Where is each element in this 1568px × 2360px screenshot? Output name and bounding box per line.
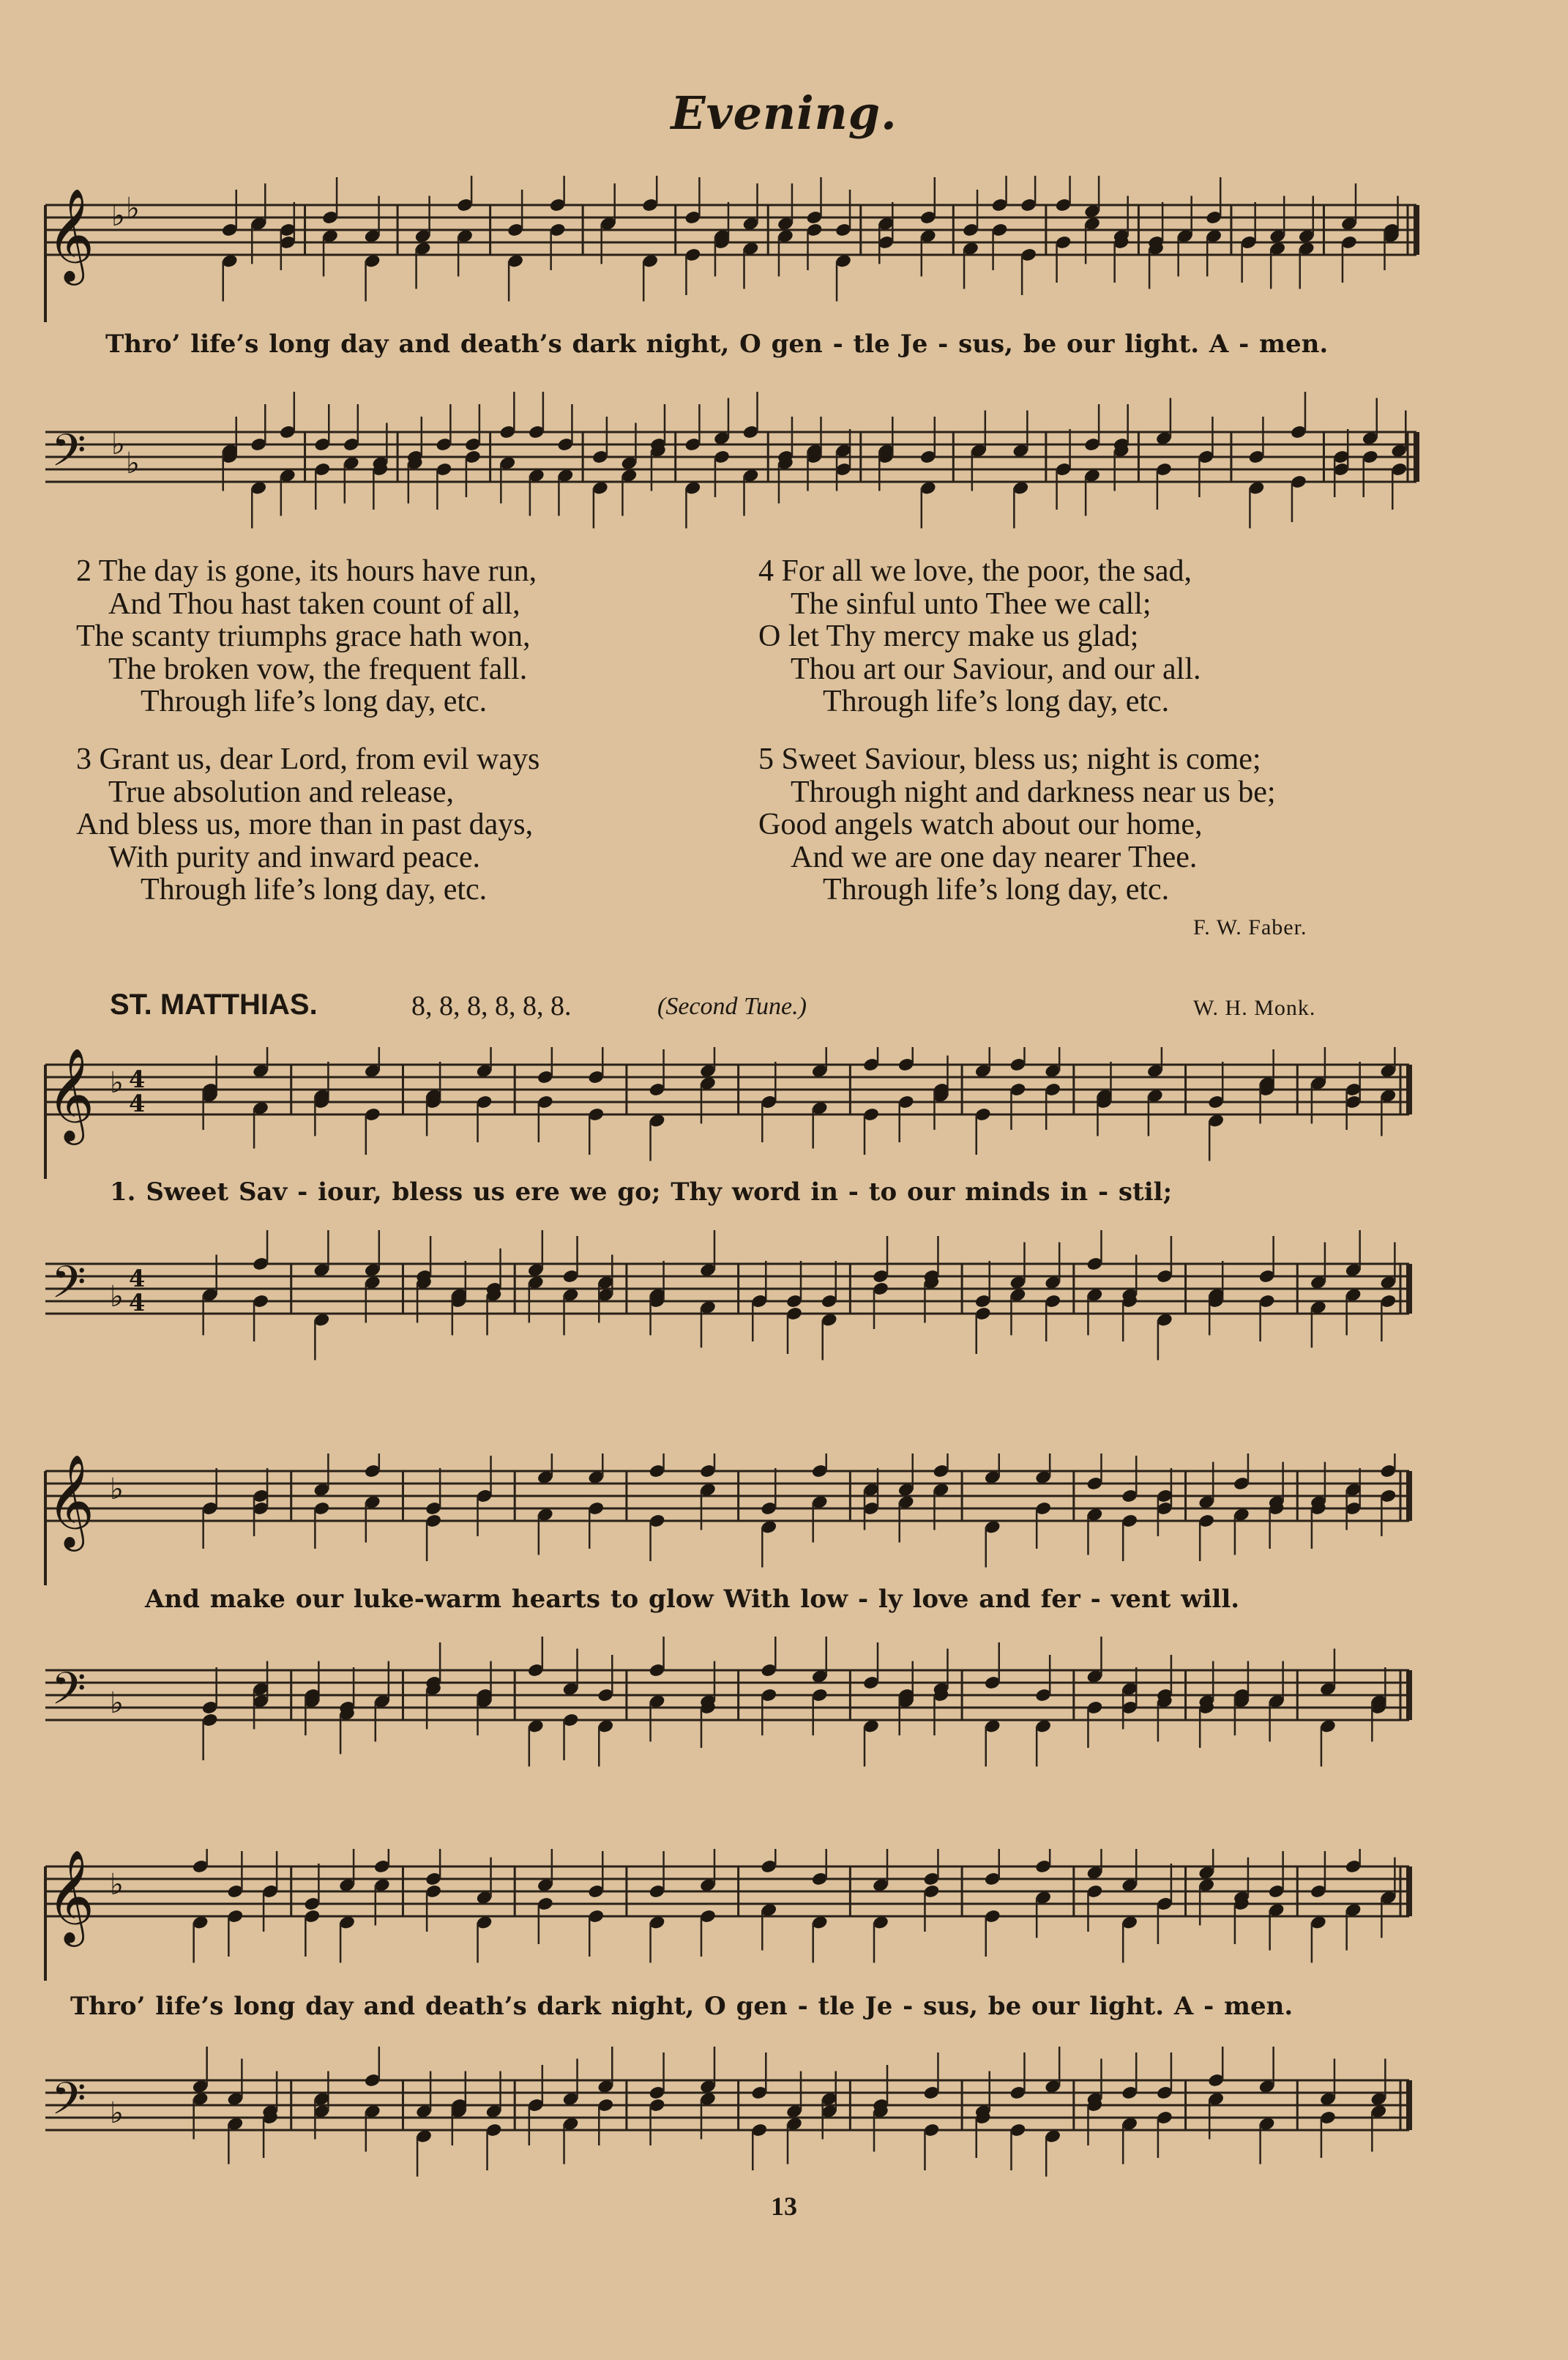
svg-text:♭: ♭: [126, 447, 140, 480]
author-credit: F. W. Faber.: [1193, 915, 1307, 939]
tune-meter: 8, 8, 8, 8, 8, 8.: [411, 991, 572, 1021]
verse-3: 3 Grant us, dear Lord, from evil ways True absolution and release, And bless us, more than in past days, With purity and inward peace. Through life’s long day, etc.: [76, 742, 540, 907]
bass-clef-icon: 𝄢: [51, 425, 86, 488]
treble-clef-icon: 𝄞: [47, 1849, 95, 1943]
svg-text:♭: ♭: [110, 1280, 124, 1314]
bass-clef-icon: 𝄢: [51, 1257, 86, 1319]
svg-text:♭: ♭: [111, 199, 125, 233]
tune-name: ST. MATTHIAS.: [110, 989, 318, 1021]
svg-text:♭: ♭: [110, 1686, 124, 1720]
svg-text:♭: ♭: [110, 2096, 124, 2130]
page-number: 13: [771, 2192, 797, 2221]
svg-text:♭: ♭: [126, 192, 140, 226]
svg-text:♭: ♭: [110, 1868, 124, 1902]
lyric-line: And make our luke-warm hearts to glow With low - ly love and fer - vent will.: [145, 1585, 1240, 1614]
lyric-line: 1. Sweet Sav - iour, bless us ere we go; Thy word in - to our minds in - stil;: [110, 1177, 1173, 1207]
treble-staff: [0, 1047, 1568, 1179]
svg-text:4: 4: [129, 1289, 146, 1317]
verse-2: 2 The day is gone, its hours have run, And Thou hast taken count of all, The scanty triumphs grace hath won, The broken vow, the frequent fall. Through life’s long day, etc.: [76, 554, 537, 718]
treble-staff: [0, 176, 1568, 322]
svg-text:♭: ♭: [110, 1066, 124, 1100]
treble-staff: [0, 1453, 1568, 1585]
svg-text:4: 4: [129, 1065, 146, 1093]
svg-text:4: 4: [129, 1265, 146, 1292]
treble-clef-icon: 𝄞: [47, 1453, 95, 1547]
svg-text:♭: ♭: [110, 1473, 124, 1506]
bass-staff: [0, 1230, 1568, 1362]
lyric-line: Thro’ life’s long day and death’s dark night, O gen - tle Je - sus, be our light. A - men.: [70, 1992, 1293, 2021]
bass-staff: [0, 2047, 1568, 2178]
bass-staff: [0, 388, 1568, 535]
bass-staff: [0, 1637, 1568, 1768]
hymn-title: Evening.: [671, 86, 897, 140]
verse-5: 5 Sweet Saviour, bless us; night is come; Through night and darkness near us be; Good angels watch about our home, And we are one day nearer Thee. Through life’s long day, etc.: [758, 742, 1276, 907]
tune-note: (Second Tune.): [657, 993, 807, 1020]
svg-text:♭: ♭: [111, 428, 125, 461]
composer-credit: W. H. Monk.: [1193, 996, 1316, 1020]
treble-clef-icon: 𝄞: [47, 1047, 95, 1141]
treble-staff: [0, 1849, 1568, 1981]
lyric-line: Thro’ life’s long day and death’s dark night, O gen - tle Je - sus, be our light. A - men.: [105, 330, 1329, 359]
verse-4: 4 For all we love, the poor, the sad, The sinful unto Thee we call; O let Thy mercy make us glad; Thou art our Saviour, and our all. Through life’s long day, etc.: [758, 554, 1201, 718]
bass-clef-icon: 𝄢: [51, 1663, 86, 1726]
treble-clef-icon: 𝄞: [47, 187, 95, 281]
tune-header: [110, 989, 1369, 1025]
svg-text:4: 4: [129, 1090, 146, 1117]
bass-clef-icon: 𝄢: [51, 2073, 86, 2136]
